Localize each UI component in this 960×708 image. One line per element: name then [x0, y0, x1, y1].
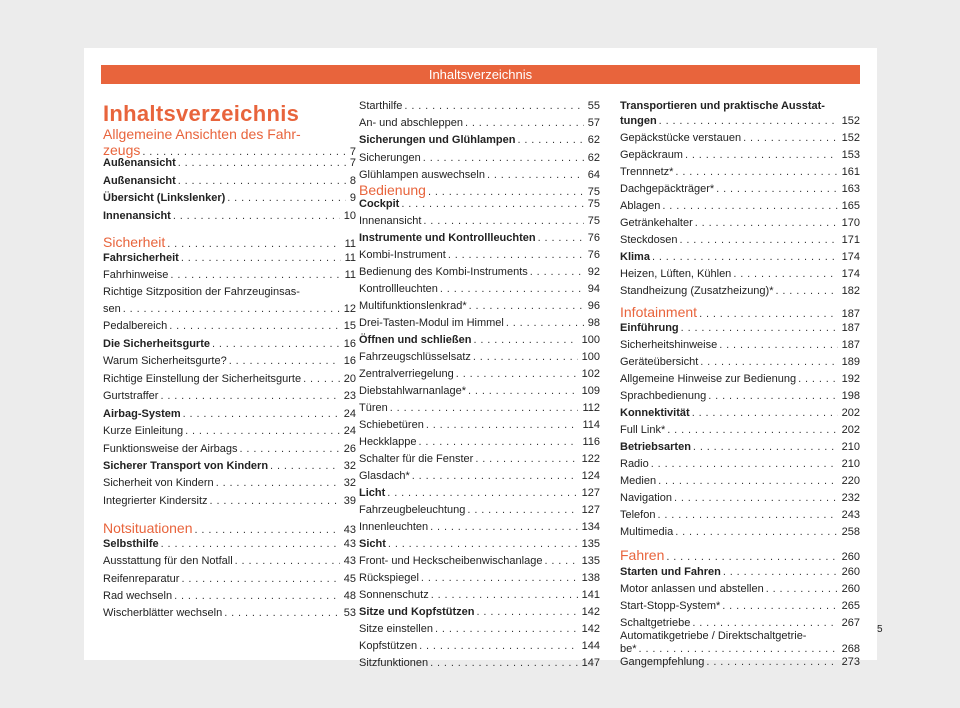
toc-page	[84, 48, 877, 669]
toc-entry[interactable]: Heckklappe . . . 116	[359, 436, 600, 449]
toc-entry[interactable]: Innenleuchten . . . 134	[359, 521, 600, 534]
toc-section-entry[interactable]: zeugs . . . 7	[103, 142, 356, 158]
toc-entry[interactable]: Multifunktionslenkrad* . . . 96	[359, 300, 600, 313]
toc-entry[interactable]: Glasdach* . . . 124	[359, 470, 600, 483]
toc-entry[interactable]: Rückspiegel . . . 138	[359, 572, 600, 585]
toc-entry[interactable]: Schiebetüren . . . 114	[359, 419, 600, 432]
toc-entry[interactable]: Gangempfehlung . . . 273	[620, 656, 860, 669]
main-title: Inhaltsverzeichnis	[103, 101, 300, 126]
toc-entry[interactable]: Sicherungen . . . 62	[359, 152, 600, 165]
toc-chapter-entry[interactable]: Außenansicht . . . 8	[103, 175, 356, 188]
toc-entry[interactable]: Start-Stopp-System* . . . 265	[620, 600, 860, 613]
toc-entry[interactable]: Kopfstützen . . . 144	[359, 640, 600, 653]
toc-entry[interactable]: Ablagen . . . 165	[620, 200, 860, 213]
toc-entry[interactable]: Türen . . . 112	[359, 402, 600, 415]
toc-chapter-entry[interactable]: Starten und Fahren . . . 260	[620, 566, 860, 579]
toc-chapter-entry[interactable]: Sicht . . . 135	[359, 538, 600, 551]
toc-chapter-entry[interactable]: Airbag-System . . . 24	[103, 408, 356, 421]
toc-chapter-entry[interactable]: Innenansicht . . . 10	[103, 210, 356, 223]
toc-section-entry[interactable]: Infotainment . . . 187	[620, 304, 860, 320]
toc-entry[interactable]: Integrierter Kindersitz . . . 39	[103, 495, 356, 508]
toc-entry[interactable]: Telefon . . . 243	[620, 509, 860, 522]
toc-chapter-entry[interactable]: Übersicht (Linkslenker) . . . 9	[103, 192, 356, 205]
toc-chapter-entry[interactable]: Konnektivität . . . 202	[620, 407, 860, 420]
toc-entry[interactable]: Heizen, Lüften, Kühlen . . . 174	[620, 268, 860, 281]
toc-entry[interactable]: Fahrhinweise . . . 11	[103, 269, 356, 282]
toc-entry[interactable]: Sitzfunktionen . . . 147	[359, 657, 600, 670]
toc-section-entry[interactable]: Fahren . . . 260	[620, 547, 860, 563]
toc-entry[interactable]: Diebstahlwarnanlage* . . . 109	[359, 385, 600, 398]
toc-entry-line[interactable]: Richtige Sitzposition der Fahrzeuginsas-	[103, 286, 300, 298]
toc-entry[interactable]: An- und abschleppen . . . 57	[359, 117, 600, 130]
toc-entry[interactable]: Navigation . . . 232	[620, 492, 860, 505]
toc-entry[interactable]: Gepäckstücke verstauen . . . 152	[620, 132, 860, 145]
toc-entry[interactable]: Sitze einstellen . . . 142	[359, 623, 600, 636]
toc-entry[interactable]: Pedalbereich . . . 15	[103, 320, 356, 333]
toc-entry[interactable]: Kontrollleuchten . . . 94	[359, 283, 600, 296]
toc-chapter-entry[interactable]: Selbsthilfe . . . 43	[103, 538, 356, 551]
toc-entry[interactable]: Zentralverriegelung . . . 102	[359, 368, 600, 381]
toc-entry[interactable]: Kurze Einleitung . . . 24	[103, 425, 356, 438]
toc-chapter-entry[interactable]: Klima . . . 174	[620, 251, 860, 264]
toc-entry[interactable]: Medien . . . 220	[620, 475, 860, 488]
toc-entry[interactable]: Funktionsweise der Airbags . . . 26	[103, 443, 356, 456]
toc-section-entry[interactable]: Bedienung . . . 75	[359, 182, 600, 198]
toc-entry[interactable]: Kombi-Instrument . . . 76	[359, 249, 600, 262]
toc-chapter-entry[interactable]: tungen . . . 152	[620, 115, 860, 128]
toc-entry[interactable]: Full Link* . . . 202	[620, 424, 860, 437]
toc-entry[interactable]: Starthilfe . . . 55	[359, 100, 600, 113]
toc-chapter-entry[interactable]: Instrumente und Kontrollleuchten . . . 76	[359, 232, 600, 245]
toc-chapter-entry[interactable]: Öffnen und schließen . . . 100	[359, 334, 600, 347]
toc-chapter-line[interactable]: Transportieren und praktische Ausstat-	[620, 100, 825, 112]
toc-entry[interactable]: Sprachbedienung . . . 198	[620, 390, 860, 403]
toc-entry[interactable]: Reifenreparatur . . . 45	[103, 573, 356, 586]
toc-entry[interactable]: Sonnenschutz . . . 141	[359, 589, 600, 602]
toc-entry[interactable]: Ausstattung für den Notfall . . . 43	[103, 555, 356, 568]
toc-entry[interactable]: Wischerblätter wechseln . . . 53	[103, 607, 356, 620]
toc-chapter-entry[interactable]: Fahrsicherheit . . . 11	[103, 252, 356, 265]
toc-entry[interactable]: Trennnetz* . . . 161	[620, 166, 860, 179]
header-bar: Inhaltsverzeichnis	[101, 65, 860, 84]
toc-chapter-entry[interactable]: Licht . . . 127	[359, 487, 600, 500]
toc-entry[interactable]: Schaltgetriebe . . . 267	[620, 617, 860, 630]
toc-entry[interactable]: Sicherheitshinweise . . . 187	[620, 339, 860, 352]
toc-entry[interactable]: Sicherheit von Kindern . . . 32	[103, 477, 356, 490]
toc-entry[interactable]: Drei-Tasten-Modul im Himmel . . . 98	[359, 317, 600, 330]
toc-entry[interactable]: Richtige Einstellung der Sicherheitsgurte . . . 20	[103, 373, 356, 386]
toc-entry-line[interactable]: Automatikgetriebe / Direktschaltgetrie-	[620, 630, 807, 642]
toc-section-heading[interactable]: Allgemeine Ansichten des Fahr-	[103, 126, 301, 142]
toc-entry[interactable]: Rad wechseln . . . 48	[103, 590, 356, 603]
toc-entry[interactable]: Radio . . . 210	[620, 458, 860, 471]
toc-entry[interactable]: Getränkehalter . . . 170	[620, 217, 860, 230]
toc-entry[interactable]: Innenansicht . . . 75	[359, 215, 600, 228]
toc-chapter-entry[interactable]: Sicherungen und Glühlampen . . . 62	[359, 134, 600, 147]
toc-entry[interactable]: Dachgepäckträger* . . . 163	[620, 183, 860, 196]
toc-entry[interactable]: Standheizung (Zusatzheizung)* . . . 182	[620, 285, 860, 298]
page-number: 5	[877, 624, 883, 635]
toc-chapter-entry[interactable]: Sicherer Transport von Kindern . . . 32	[103, 460, 356, 473]
toc-chapter-entry[interactable]: Einführung . . . 187	[620, 322, 860, 335]
toc-chapter-entry[interactable]: Außenansicht . . . 7	[103, 157, 356, 170]
toc-entry[interactable]: Motor anlassen und abstellen . . . 260	[620, 583, 860, 596]
toc-chapter-entry[interactable]: Die Sicherheitsgurte . . . 16	[103, 338, 356, 351]
toc-entry[interactable]: Fahrzeugschlüsselsatz . . . 100	[359, 351, 600, 364]
toc-section-entry[interactable]: Sicherheit . . . 11	[103, 234, 356, 250]
toc-chapter-entry[interactable]: Betriebsarten . . . 210	[620, 441, 860, 454]
toc-chapter-entry[interactable]: Sitze und Kopfstützen . . . 142	[359, 606, 600, 619]
toc-entry[interactable]: sen . . . 12	[103, 303, 356, 316]
toc-entry[interactable]: Front- und Heckscheibenwischanlage . . . 135	[359, 555, 600, 568]
toc-entry[interactable]: Gurtstraffer . . . 23	[103, 390, 356, 403]
toc-entry[interactable]: Geräteübersicht . . . 189	[620, 356, 860, 369]
toc-chapter-entry[interactable]: Cockpit . . . 75	[359, 198, 600, 211]
toc-entry[interactable]: Steckdosen . . . 171	[620, 234, 860, 247]
toc-entry[interactable]: Gepäckraum . . . 153	[620, 149, 860, 162]
toc-entry[interactable]: be* . . . 268	[620, 643, 860, 656]
toc-entry[interactable]: Multimedia . . . 258	[620, 526, 860, 539]
toc-entry[interactable]: Glühlampen auswechseln . . . 64	[359, 169, 600, 182]
toc-entry[interactable]: Schalter für die Fenster . . . 122	[359, 453, 600, 466]
toc-entry[interactable]: Allgemeine Hinweise zur Bedienung . . . 192	[620, 373, 860, 386]
toc-entry[interactable]: Warum Sicherheitsgurte? . . . 16	[103, 355, 356, 368]
toc-section-entry[interactable]: Notsituationen . . . 43	[103, 520, 356, 536]
toc-entry[interactable]: Bedienung des Kombi-Instruments . . . 92	[359, 266, 600, 279]
toc-entry[interactable]: Fahrzeugbeleuchtung . . . 127	[359, 504, 600, 517]
